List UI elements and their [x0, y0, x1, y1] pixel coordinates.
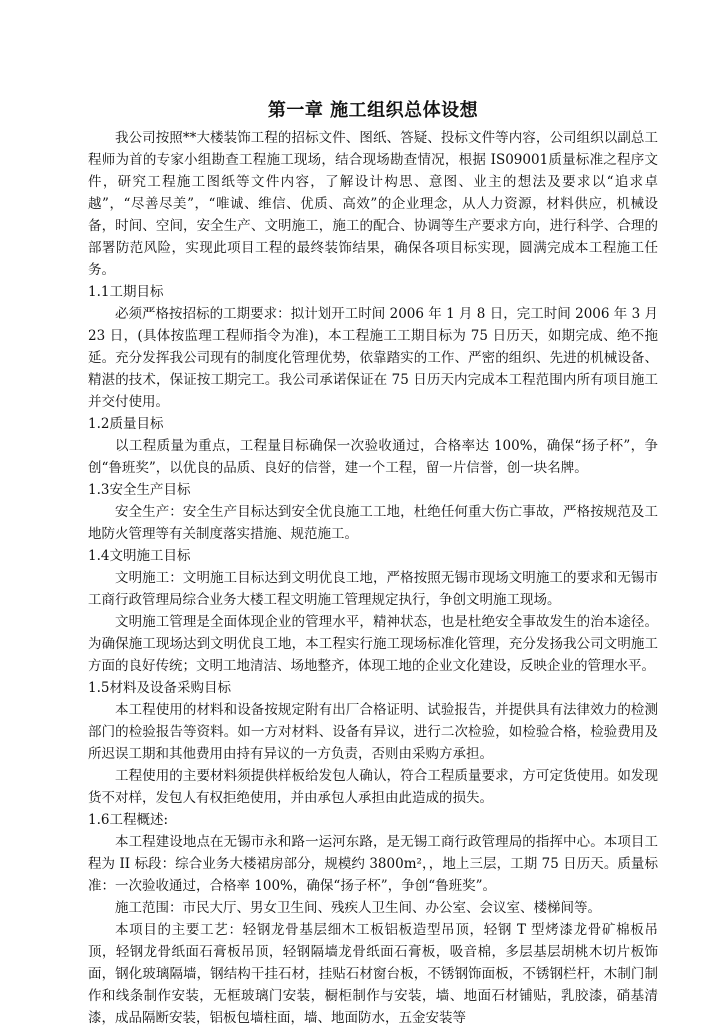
section-heading-safety: 1.3安全生产目标 [88, 482, 191, 498]
section-heading-schedule: 1.1工期目标 [88, 284, 164, 300]
civilized-paragraph-2: 文明施工管理是全面体现企业的管理水平，精神状态，也是杜绝安全事故发生的治本途径。为确保施工现场达到文明优良工地，本工程实行施工现场标准化管理，充分发扬我公司文明施工方面的良好传统；文明工地清洁、场地整齐，体现工地的企业文化建设，反映企业的管理水平。 [88, 614, 658, 674]
overview-paragraph-2: 施工范围：市民大厅、男女卫生间、残疾人卫生间、办公室、会议室、楼梯间等。 [115, 900, 601, 916]
quality-paragraph: 以工程质量为重点，工程量目标确保一次验收通过，合格率达 100%，确保“扬子杯”，争创“鲁班奖”，以优良的品质、良好的信誉，建一个工程，留一片信誉，创一块名牌。 [88, 438, 658, 476]
overview-paragraph-1: 本工程建设地点在无锡市永和路一运河东路，是无锡工商行政管理局的指挥中心。本项目工程为 II 标段：综合业务大楼裙房部分，规模约 3800m²，，地上三层，工期 75 日历天。质量标准：一次验收通过，合格率 100%，确保“扬子杯”，争创“鲁班奖”。 [88, 834, 658, 894]
schedule-paragraph: 必须严格按招标的工期要求：拟计划开工时间 2006 年 1 月 8 日，完工时间 2006 年 3 月 23 日，(具体按监理工程师指令为准)，本工程施工工期目标为 75 日历天，如期完成、绝不拖延。充分发挥我公司现有的制度化管理优势，依靠踏实的工作、严密的组织、先进的机械设备、精湛的技术，保证按工期完工。我公司承诺保证在 75 日历天内完成本工程范围内所有项目施工并交付使用。 [88, 306, 658, 410]
chapter-title: 第一章 施工组织总体设想 [267, 100, 479, 121]
document-page [88, 98, 658, 1029]
civilized-paragraph-1: 文明施工：文明施工目标达到文明优良工地，严格按照无锡市现场文明施工的要求和无锡市工商行政管理局综合业务大楼工程文明施工管理规定执行，争创文明施工现场。 [88, 570, 658, 608]
section-heading-procurement: 1.5材料及设备采购目标 [88, 680, 231, 696]
procurement-paragraph-2: 工程使用的主要材料须提供样板给发包人确认，符合工程质量要求，方可定货使用。如发现货不对样，发包人有权拒绝使用，并由承包人承担由此造成的损失。 [88, 768, 658, 806]
overview-paragraph-3: 本项目的主要工艺：轻钢龙骨基层细木工板铝板造型吊顶，轻钢 T 型烤漆龙骨矿棉板吊顶，轻钢龙骨纸面石膏板吊顶，轻钢隔墙龙骨纸面石膏板，吸音棉，多层基层胡桃木切片板饰面，钢化玻璃隔墙，钢结构干挂石材，挂贴石材窗台板，不锈钢饰面板，不锈钢栏杆，木制门制作和线条制作安装，无框玻璃门安装，橱柜制作与安装，墙、地面石材铺贴，乳胶漆，硝基清漆，成品隔断安装，铝板包墙柱面，墙、地面防水，五金安装等 [88, 922, 658, 1026]
section-heading-overview: 1.6工程概述: [88, 812, 169, 828]
section-heading-civilized: 1.4文明施工目标 [88, 548, 191, 564]
safety-paragraph: 安全生产：安全生产目标达到安全优良施工工地，杜绝任何重大伤亡事故，严格按规范及工地防火管理等有关制度落实措施、规范施工。 [88, 504, 658, 542]
section-heading-quality: 1.2质量目标 [88, 416, 164, 432]
intro-paragraph: 我公司按照**大楼装饰工程的招标文件、图纸、答疑、投标文件等内容，公司组织以副总工程师为首的专家小组勘查工程施工现场，结合现场勘查情况，根据 IS09001质量标准之程序文件，研究工程施工图纸等文件内容，了解设计构思、意图、业主的想法及要求以“追求卓越”，“尽善尽美”，“唯诚、维信、优质、高效”的企业理念，从人力资源，材料供应，机械设备，时间、空间，安全生产、文明施工，施工的配合、协调等生产要求方向，进行科学、合理的部署防范风险，实现此项目工程的最终装饰结果，确保各项目标实现，圆满完成本工程施工任务。 [88, 130, 658, 278]
procurement-paragraph-1: 本工程使用的材料和设备按规定附有出厂合格证明、试验报告，并提供具有法律效力的检测部门的检验报告等资料。如一方对材料、设备有异议，进行二次检验，如检验合格，检验费用及所迟误工期和其他费用由持有异议的一方负责，否则由采购方承担。 [88, 702, 658, 762]
